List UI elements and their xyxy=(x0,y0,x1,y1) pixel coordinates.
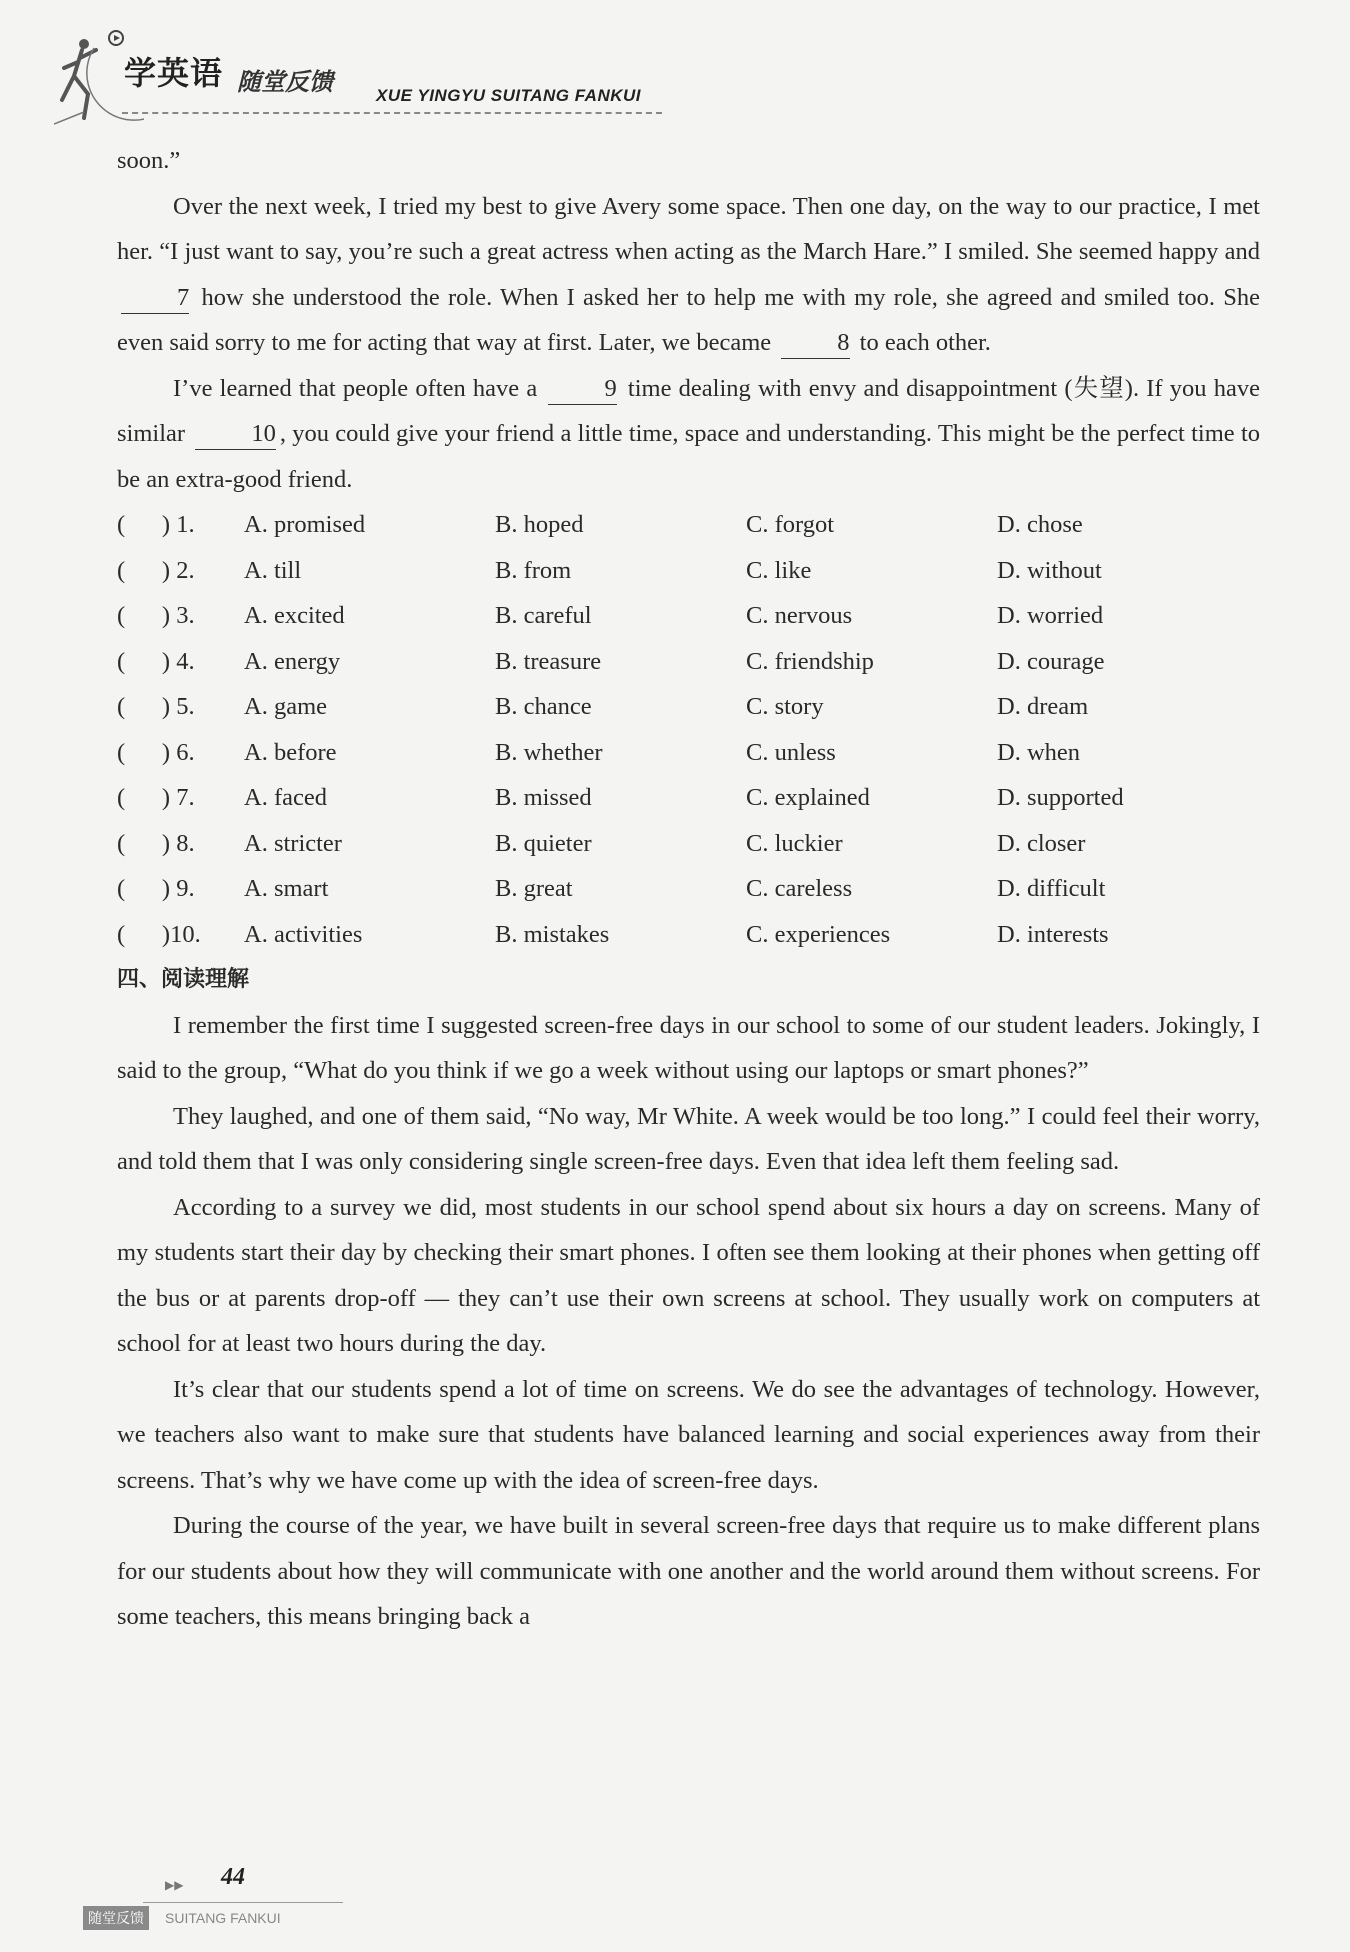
answer-blank[interactable]: ( ) 9. xyxy=(117,875,195,902)
question-row xyxy=(117,548,1260,594)
option-a: A. energy xyxy=(244,647,341,675)
option-c: C. experiences xyxy=(746,920,891,948)
header-title: 学英语 xyxy=(124,54,224,92)
option-d: D. difficult xyxy=(997,875,1106,902)
question-row xyxy=(117,593,1260,639)
option-a: A. before xyxy=(244,738,337,766)
option-c: C. careless xyxy=(746,875,853,902)
paragraph: During the course of the year, we have built in several screen-free days that require us to make different plans for our students about how they will communicate with one another and the world around them without screens. For some teachers, this means bringing back a xyxy=(117,1512,1260,1630)
option-c: C. explained xyxy=(746,784,870,811)
paragraph: I remember the first time I suggested screen-free days in our school to some of our student leaders. Jokingly, I said to the group, “What do you think if we go a week without using our laptops or smart phones?” xyxy=(117,1011,1260,1084)
answer-blank[interactable]: ( ) 4. xyxy=(117,647,195,675)
option-a: A. faced xyxy=(244,784,327,811)
answer-blank[interactable]: ( ) 3. xyxy=(117,602,195,629)
question-row xyxy=(117,502,1260,548)
answer-blank[interactable]: ( ) 7. xyxy=(117,784,195,811)
paragraph: They laughed, and one of them said, “No way, Mr White. A week would be too long.” I could feel their worry, and told them that I was only considering single screen-free days. Even that idea left them feeling sad. xyxy=(117,1102,1260,1175)
option-c: C. like xyxy=(746,556,812,584)
option-d: D. when xyxy=(997,738,1081,766)
footer-tag-en: SUITANG FANKUI xyxy=(165,1910,281,1926)
option-c: C. forgot xyxy=(746,511,835,538)
option-c: C. story xyxy=(746,693,824,720)
answer-blank[interactable]: ( ) 5. xyxy=(117,693,195,720)
blank-10: 10 xyxy=(195,419,276,450)
option-b: B. quieter xyxy=(495,829,592,857)
option-b: B. from xyxy=(495,556,572,584)
question-row xyxy=(117,866,1260,912)
answer-blank[interactable]: ( ) 2. xyxy=(117,556,195,584)
option-a: A. game xyxy=(244,693,327,720)
option-c: C. luckier xyxy=(746,829,843,857)
paragraph-continuation: soon.” xyxy=(117,147,181,174)
option-d: D. interests xyxy=(997,920,1109,948)
option-d: D. chose xyxy=(997,511,1083,538)
option-a: A. till xyxy=(244,556,302,584)
option-d: D. supported xyxy=(997,784,1124,811)
paragraph: It’s clear that our students spend a lot of time on screens. We do see the advantages of technology. However, we teachers also want to make sure that students have balanced learning and social experiences away from their screens. That’s why we have come up with the idea of screen-free days. xyxy=(117,1375,1260,1494)
page-number: 44 xyxy=(221,1864,245,1890)
option-b: B. hoped xyxy=(495,511,584,538)
option-d: D. worried xyxy=(997,602,1104,629)
option-b: B. great xyxy=(495,875,573,902)
question-row xyxy=(117,775,1260,821)
header-subtitle: 随堂反馈 xyxy=(237,68,333,96)
option-b: B. missed xyxy=(495,784,592,811)
page-header xyxy=(54,28,674,128)
question-row xyxy=(117,684,1260,730)
paragraph: Over the next week, I tried my best to give Avery some space. Then one day, on the way to our practice, I met her. “I just want to say, you’re such a great actress when acting as the March Hare.” I smiled. She seemed happy and 7 how she understood the role. When I asked her to help me with my role, she agreed and smiled too. She even said sorry to me for acting that way at first. Later, we became 8 to each other. xyxy=(117,184,1260,366)
option-d: D. dream xyxy=(997,693,1089,720)
header-divider xyxy=(122,112,662,114)
answer-blank[interactable]: ( ) 6. xyxy=(117,738,195,766)
option-b: B. chance xyxy=(495,693,592,720)
question-row xyxy=(117,912,1260,958)
blank-7: 7 xyxy=(121,283,189,314)
option-b: B. whether xyxy=(495,738,603,766)
option-a: A. activities xyxy=(244,920,363,948)
answer-blank[interactable]: ( )10. xyxy=(117,920,201,948)
option-d: D. without xyxy=(997,556,1102,584)
question-row xyxy=(117,730,1260,776)
options-list xyxy=(117,502,1260,957)
arrow-icon: ▶▶ xyxy=(165,1878,184,1892)
option-d: D. courage xyxy=(997,647,1105,675)
paragraph: According to a survey we did, most students in our school spend about six hours a day on screens. Many of my students start their day by checking their smart phones. I often see them looking at their phones when getting off the bus or at parents drop-off — they can’t use their own screens at school. They usually work on computers at school for at least two hours during the day. xyxy=(117,1193,1260,1357)
footer-tag: 随堂反馈 xyxy=(83,1906,149,1930)
section-title: 四、阅读理解 xyxy=(117,967,250,992)
paragraph: I’ve learned that people often have a 9 time dealing with envy and disappointment (失望). If you have similar 10 , you could give your friend a little time, space and understanding. This might be the perfect time to be an extra-good friend. xyxy=(117,374,1261,493)
page-footer xyxy=(83,1864,343,1938)
question-row xyxy=(117,639,1260,685)
page-content xyxy=(117,138,1260,1640)
option-b: B. mistakes xyxy=(495,920,610,948)
footer-divider xyxy=(143,1902,343,1903)
option-a: A. stricter xyxy=(244,829,342,857)
blank-8: 8 xyxy=(781,328,849,359)
option-a: A. promised xyxy=(244,511,366,538)
option-d: D. closer xyxy=(997,829,1086,857)
option-b: B. careful xyxy=(495,602,592,629)
answer-blank[interactable]: ( ) 8. xyxy=(117,829,195,857)
option-b: B. treasure xyxy=(495,647,602,675)
question-row xyxy=(117,821,1260,867)
option-a: A. smart xyxy=(244,875,329,902)
option-c: C. nervous xyxy=(746,602,853,629)
option-c: C. friendship xyxy=(746,647,874,675)
answer-blank[interactable]: ( ) 1. xyxy=(117,511,195,538)
option-a: A. excited xyxy=(244,602,345,629)
option-c: C. unless xyxy=(746,738,836,766)
header-pinyin: XUE YINGYU SUITANG FANKUI xyxy=(376,86,642,105)
blank-9: 9 xyxy=(548,374,616,405)
